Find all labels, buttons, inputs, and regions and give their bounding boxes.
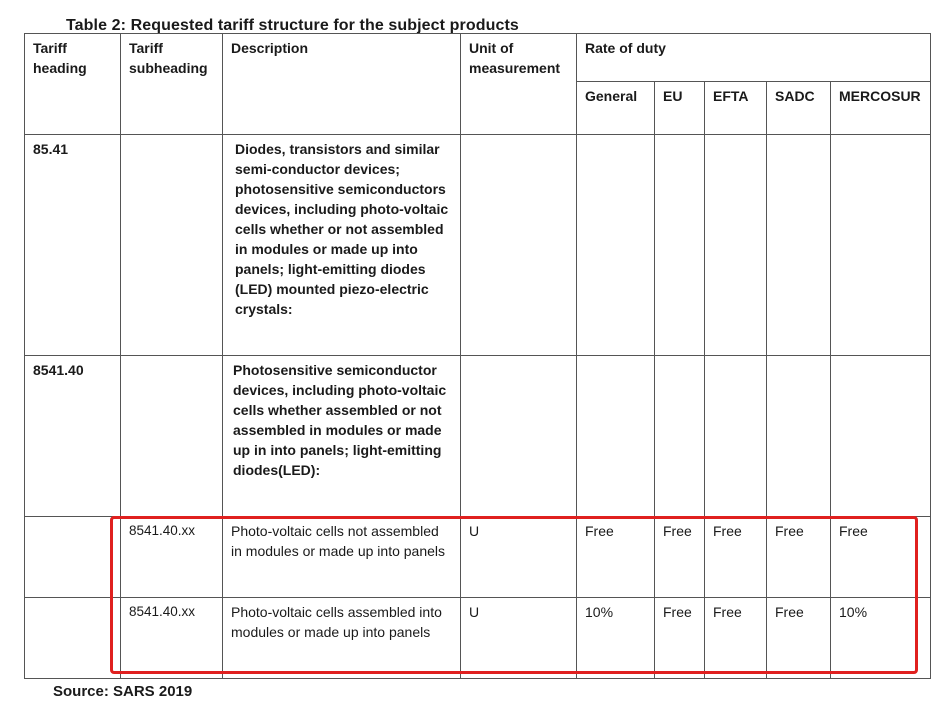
cell-heading: 8541.40 <box>25 356 121 517</box>
cell-sadc <box>767 135 831 356</box>
cell-unit: U <box>461 598 577 679</box>
cell-eu: Free <box>655 517 705 598</box>
table-row <box>25 356 931 517</box>
cell-sadc <box>767 356 831 517</box>
cell-sadc: Free <box>767 598 831 679</box>
cell-subheading <box>121 135 223 356</box>
cell-mercosur: Free <box>831 517 931 598</box>
cell-sadc: Free <box>767 517 831 598</box>
table-title: Table 2: Requested tariff structure for the subject products <box>66 17 519 34</box>
cell-general: 10% <box>577 598 655 679</box>
cell-mercosur: 10% <box>831 598 931 679</box>
cell-unit: U <box>461 517 577 598</box>
table-row <box>25 517 931 598</box>
cell-efta <box>705 356 767 517</box>
cell-efta <box>705 135 767 356</box>
cell-description: Photo-voltaic cells assembled into modules or made up into panels <box>223 598 461 679</box>
table-row <box>25 598 931 679</box>
header-tariff-heading: Tariff heading <box>25 34 121 135</box>
source-note: Source: SARS 2019 <box>53 683 193 700</box>
header-efta: EFTA <box>705 82 767 135</box>
cell-eu: Free <box>655 598 705 679</box>
cell-heading <box>25 598 121 679</box>
cell-general <box>577 135 655 356</box>
cell-heading: 85.41 <box>25 135 121 356</box>
cell-description: Photo-voltaic cells not assembled in modules or made up into panels <box>223 517 461 598</box>
cell-eu <box>655 356 705 517</box>
cell-unit <box>461 135 577 356</box>
header-eu: EU <box>655 82 705 135</box>
cell-description: Diodes, transistors and similar semi-conductor devices; photosensitive semiconductors devices, including photo-voltaic cells whether or not assembled in modules or made up into panels; light-emitting diodes (LED) mounted piezo-electric crystals: <box>223 135 461 356</box>
header-mercosur: MERCOSUR <box>831 82 931 135</box>
cell-subheading <box>121 356 223 517</box>
header-rate-of-duty: Rate of duty <box>577 34 931 82</box>
cell-subheading: 8541.40.xx <box>121 598 223 679</box>
header-general: General <box>577 82 655 135</box>
cell-heading <box>25 517 121 598</box>
header-sadc: SADC <box>767 82 831 135</box>
header-row-top <box>25 34 931 82</box>
cell-subheading: 8541.40.xx <box>121 517 223 598</box>
cell-eu <box>655 135 705 356</box>
cell-mercosur <box>831 356 931 517</box>
tariff-table <box>24 33 931 679</box>
cell-description: Photosensitive semiconductor devices, including photo-voltaic cells whether assembled or not assembled in modules or made up in into panels; light-emitting diodes(LED): <box>223 356 461 517</box>
cell-general: Free <box>577 517 655 598</box>
table-row <box>25 135 931 356</box>
header-description: Description <box>223 34 461 135</box>
header-tariff-subheading: Tariff subheading <box>121 34 223 135</box>
cell-unit <box>461 356 577 517</box>
cell-efta: Free <box>705 598 767 679</box>
cell-efta: Free <box>705 517 767 598</box>
header-unit: Unit of measurement <box>461 34 577 135</box>
cell-mercosur <box>831 135 931 356</box>
cell-general <box>577 356 655 517</box>
